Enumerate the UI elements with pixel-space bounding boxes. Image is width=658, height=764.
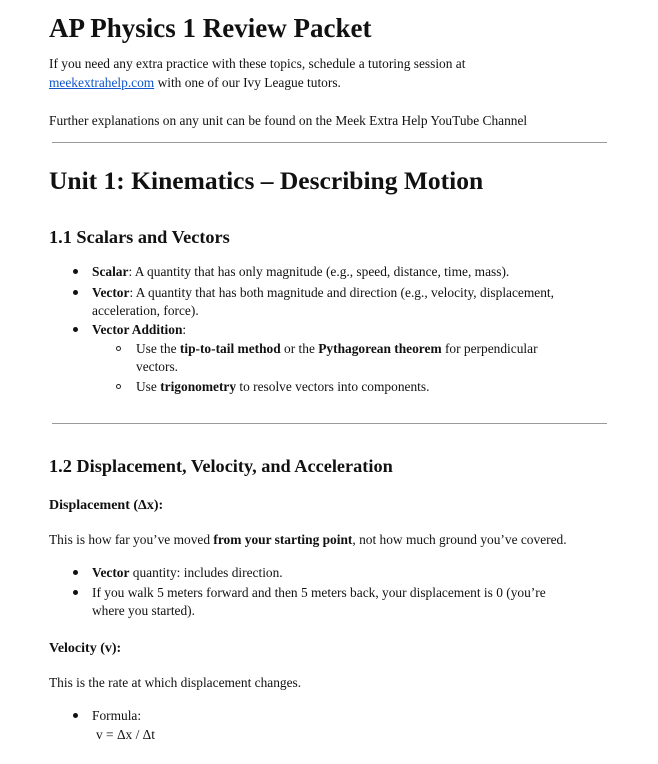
- list-item-vector-addition: [92, 321, 186, 339]
- scalar-term: Scalar: [92, 264, 129, 279]
- list-item-scalar: [92, 263, 509, 281]
- bullet-dot: [73, 713, 78, 718]
- section-1-1-heading: 1.1 Scalars and Vectors: [49, 227, 230, 247]
- meekextrahelp-link[interactable]: meekextrahelp.com: [49, 75, 155, 90]
- bullet-dot: [73, 570, 78, 575]
- sub-bullet-circle: [116, 346, 121, 351]
- intro-line-3: Further explanations on any unit can be found on the Meek Extra Help YouTube Channel: [49, 113, 528, 128]
- velocity-heading: Velocity (v):: [49, 641, 122, 656]
- vector-text-line-2: acceleration, force).: [92, 303, 199, 318]
- list-item-example-line-2: where you started).: [92, 603, 195, 618]
- sub-item-methods-pre: Use the: [136, 341, 180, 356]
- list-item-vector: [92, 284, 554, 302]
- vector-quantity-text: quantity: includes direction.: [129, 565, 283, 580]
- vector-quantity-term: Vector: [92, 565, 130, 580]
- formula-label: Formula:: [92, 708, 142, 723]
- divider-1: [52, 142, 607, 143]
- divider-2: [52, 423, 607, 424]
- list-item-vector-quantity: [92, 564, 283, 582]
- page-title: AP Physics 1 Review Packet: [49, 13, 372, 43]
- intro-line-2-rest: with one of our Ivy League tutors.: [154, 75, 341, 90]
- sub-item-trig-pre: Use: [136, 379, 161, 394]
- section-1-2-heading: 1.2 Displacement, Velocity, and Acceleration: [49, 456, 393, 476]
- scalar-text: : A quantity that has only magnitude (e.g., speed, distance, time, mass).: [128, 264, 510, 279]
- vector-text-line-1: : A quantity that has both magnitude and direction (e.g., velocity, displacement,: [129, 285, 554, 300]
- sub-item-methods-line-2: vectors.: [136, 359, 179, 374]
- bullet-dot: [73, 290, 78, 295]
- sub-item-methods-mid: or the: [280, 341, 319, 356]
- intro-line-2: [49, 74, 341, 92]
- bullet-dot: [73, 327, 78, 332]
- sub-item-trigonometry: [136, 378, 429, 396]
- vector-term: Vector: [92, 285, 130, 300]
- pythagorean-term: Pythagorean theorem: [318, 341, 442, 356]
- unit-1-title: Unit 1: Kinematics – Describing Motion: [49, 166, 484, 195]
- displacement-desc-pre: This is how far you’ve moved: [49, 532, 214, 547]
- list-item-example-line-1: If you walk 5 meters forward and then 5 meters back, your displacement is 0 (you’re: [92, 585, 546, 600]
- sub-bullet-circle: [116, 384, 121, 389]
- velocity-description: This is the rate at which displacement changes.: [49, 675, 302, 690]
- bullet-dot: [73, 590, 78, 595]
- displacement-desc-post: , not how much ground you’ve covered.: [352, 532, 567, 547]
- trigonometry-term: trigonometry: [160, 379, 237, 394]
- displacement-desc-bold: from your starting point: [213, 532, 353, 547]
- vector-addition-term: Vector Addition: [92, 322, 183, 337]
- velocity-formula: v = Δx / Δt: [96, 727, 155, 742]
- sub-item-trig-post: to resolve vectors into components.: [236, 379, 430, 394]
- tip-to-tail-term: tip-to-tail method: [179, 341, 281, 356]
- displacement-heading: Displacement (Δx):: [49, 498, 164, 513]
- bullet-dot: [73, 269, 78, 274]
- vector-addition-colon: :: [182, 322, 187, 337]
- sub-item-methods-post: for perpendicular: [441, 341, 538, 356]
- sub-item-methods: [136, 340, 538, 358]
- intro-line-1: If you need any extra practice with these topics, schedule a tutoring session at: [49, 56, 466, 71]
- displacement-description: [49, 531, 567, 549]
